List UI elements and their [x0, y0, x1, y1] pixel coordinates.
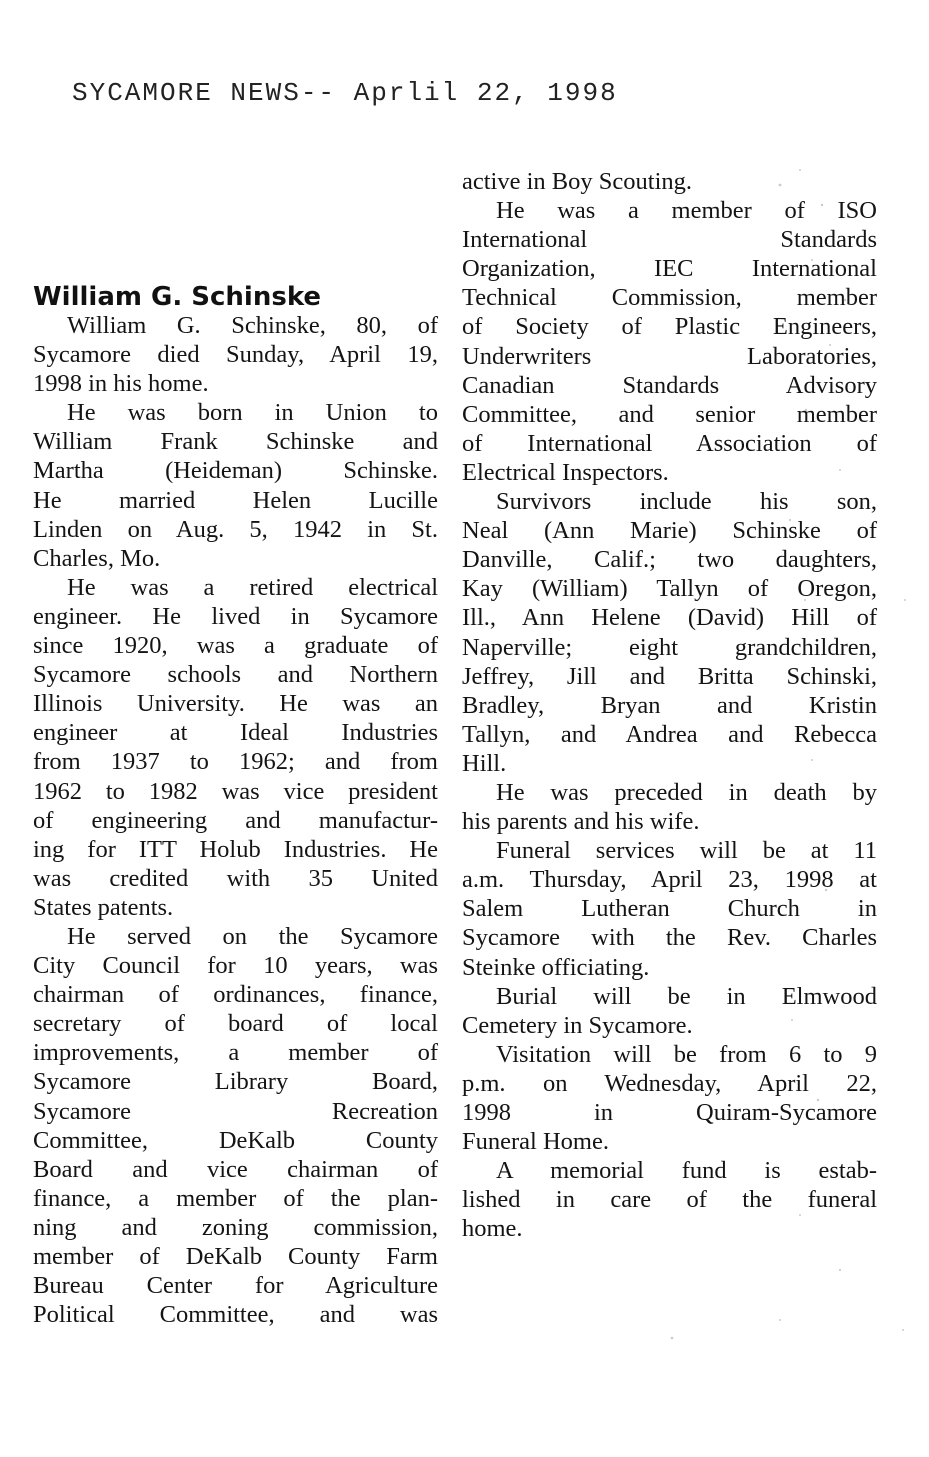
right-column-line: Bradley, Bryan and Kristin: [462, 691, 877, 719]
right-column-line: Naperville; eight grandchildren,: [462, 633, 877, 661]
right-column-line: A memorial fund is estab-: [496, 1157, 877, 1185]
right-column-line: a.m. Thursday, April 23, 1998 at: [462, 866, 877, 894]
right-column-line: Visitation will be from 6 to 9: [496, 1040, 877, 1068]
left-column-line: of engineering and manufactur-: [33, 806, 438, 834]
left-column-line: William G. Schinske, 80, of: [67, 312, 438, 339]
left-column-line: Sycamore Recreation: [33, 1097, 438, 1125]
left-column-line: 1962 to 1982 was vice president: [33, 777, 438, 805]
left-column-line: Illinois University. He was an: [33, 690, 438, 718]
left-column-line: was credited with 35 United: [33, 864, 438, 892]
right-column-line: International Standards: [462, 226, 877, 254]
left-column-line: secretary of board of local: [33, 1010, 438, 1038]
left-column-line: chairman of ordinances, finance,: [33, 981, 438, 1009]
left-column-line: Charles, Mo.: [33, 544, 161, 572]
right-column-line: Technical Commission, member: [462, 284, 877, 312]
right-column-line: Danville, Calif.; two daughters,: [462, 546, 877, 574]
left-column-line: He was a retired electrical: [67, 573, 438, 601]
left-column-line: City Council for 10 years, was: [33, 952, 438, 980]
left-column-line: improvements, a member of: [33, 1039, 438, 1067]
left-column-line: from 1937 to 1962; and from: [33, 748, 438, 776]
obituary-headline: William G. Schinske: [33, 282, 322, 312]
left-column-line: engineer at Ideal Industries: [33, 719, 438, 747]
left-column-line: He was born in Union to: [67, 399, 438, 427]
left-column-line: Committee, DeKalb County: [33, 1126, 438, 1154]
right-column-line: of International Association of: [462, 429, 877, 457]
left-column-line: Bureau Center for Agriculture: [33, 1272, 438, 1300]
right-column-line: of Society of Plastic Engineers,: [462, 313, 877, 341]
left-column-line: 1998 in his home.: [33, 370, 209, 398]
right-column-line: Committee, and senior member: [462, 400, 877, 428]
left-column-line: ing for ITT Holub Industries. He: [33, 835, 438, 863]
right-column-line: He was a member of ISO: [496, 197, 877, 225]
right-column-line: Cemetery in Sycamore.: [462, 1011, 693, 1039]
right-column-line: Sycamore with the Rev. Charles: [462, 924, 877, 952]
left-column-line: Sycamore died Sunday, April 19,: [33, 341, 438, 369]
right-column-line: Steinke officiating.: [462, 953, 650, 981]
right-column-line: Hill.: [462, 749, 507, 777]
left-column-line: ning and zoning commission,: [33, 1213, 438, 1241]
right-column-line: He was preceded in death by: [496, 778, 877, 806]
right-column-line: Survivors include his son,: [496, 488, 877, 516]
left-column-line: William Frank Schinske and: [33, 428, 438, 456]
right-column-line: his parents and his wife.: [462, 808, 700, 836]
right-column-line: Organization, IEC International: [462, 255, 877, 283]
left-column-line: since 1920, was a graduate of: [33, 632, 438, 660]
right-column-line: Electrical Inspectors.: [462, 458, 669, 486]
left-column-line: Sycamore schools and Northern: [33, 661, 438, 689]
right-column-line: 1998 in Quiram-Sycamore: [462, 1099, 877, 1126]
right-column-line: Neal (Ann Marie) Schinske of: [462, 517, 877, 545]
right-column-line: Funeral Home.: [462, 1128, 609, 1156]
left-column-line: Sycamore Library Board,: [33, 1068, 438, 1096]
right-column-line: Burial will be in Elmwood: [496, 982, 877, 1010]
left-column-line: States patents.: [33, 893, 174, 921]
right-column-line: Canadian Standards Advisory: [462, 371, 877, 399]
right-column-line: active in Boy Scouting.: [462, 168, 692, 195]
right-column: [462, 167, 877, 1243]
right-column-line: Underwriters Laboratories,: [462, 342, 877, 370]
left-column-line: Linden on Aug. 5, 1942 in St.: [33, 515, 438, 543]
right-column-line: p.m. on Wednesday, April 22,: [462, 1069, 877, 1097]
left-column-line: member of DeKalb County Farm: [33, 1243, 438, 1270]
left-column: [33, 311, 438, 1329]
left-column-line: He served on the Sycamore: [67, 922, 438, 950]
left-column-line: finance, a member of the plan-: [33, 1184, 438, 1212]
right-column-line: home.: [462, 1215, 523, 1243]
right-column-line: Salem Lutheran Church in: [462, 895, 877, 923]
left-column-line: Board and vice chairman of: [33, 1155, 438, 1183]
right-column-line: Funeral services will be at 11: [496, 837, 877, 865]
right-column-line: Jeffrey, Jill and Britta Schinski,: [462, 662, 877, 690]
left-column-line: He married Helen Lucille: [33, 486, 438, 514]
right-column-line: lished in care of the funeral: [462, 1186, 877, 1214]
left-column-line: Political Committee, and was: [33, 1301, 438, 1329]
right-column-line: Tallyn, and Andrea and Rebecca: [462, 720, 877, 748]
left-column-line: engineer. He lived in Sycamore: [33, 602, 438, 630]
right-column-line: Kay (William) Tallyn of Oregon,: [462, 575, 877, 603]
page-header: SYCAMORE NEWS-- Aprlil 22, 1998: [72, 78, 618, 108]
right-column-line: Ill., Ann Helene (David) Hill of: [462, 604, 877, 632]
left-column-line: Martha (Heideman) Schinske.: [33, 457, 438, 485]
